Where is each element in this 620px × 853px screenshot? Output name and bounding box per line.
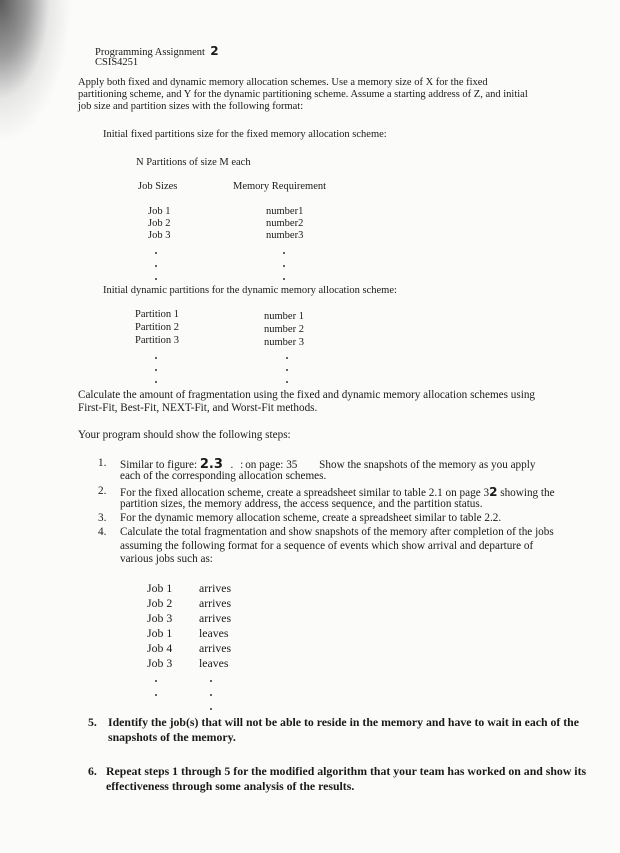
step-2-line-1: For the fixed allocation scheme, create a spreadsheet similar to table 2.1 on page 32 showing the [120, 485, 555, 499]
event-action-1: arrives [199, 581, 232, 595]
step-2-line-2: partition sizes, the memory address, the access sequence, and the partition status. [120, 498, 483, 510]
scan-shadow [0, 0, 70, 140]
step-5-line-1: Identify the job(s) that will not be able to reside in the memory and have to wait in each of the [108, 715, 579, 729]
step-1-line-2: each of the corresponding allocation schemes. [120, 470, 327, 482]
step-3-number: 3. [98, 512, 107, 524]
col-job-sizes: Job Sizes [138, 181, 178, 192]
ellipsis-dot [210, 708, 212, 710]
step-6-line-1: Repeat steps 1 through 5 for the modified algorithm that your team has worked on and show its [106, 764, 587, 778]
ellipsis-dot [155, 265, 157, 267]
ellipsis-dot [155, 357, 157, 359]
ellipsis-dot [286, 357, 288, 359]
figure-number: 2.3 [199, 457, 223, 472]
ellipsis-dot [286, 369, 288, 371]
fixed-job-2: Job 2 [148, 218, 171, 229]
step-6-number: 6. [88, 764, 97, 778]
fixed-mem-2: number2 [266, 218, 304, 229]
assignment-title: Programming Assignment 2 [95, 44, 219, 58]
dyn-num-3: number 3 [264, 337, 304, 348]
fixed-subheading: N Partitions of size M each [136, 157, 251, 168]
step-4-line-2: assuming the following format for a sequence of events which show arrival and departure of [120, 540, 534, 552]
col-memory-requirement: Memory Requirement [233, 181, 327, 192]
step-5-line-2: snapshots of the memory. [108, 730, 236, 744]
event-job-1: Job 1 [147, 581, 173, 595]
ellipsis-dot [155, 680, 157, 682]
dyn-part-3: Partition 3 [135, 335, 180, 346]
ellipsis-dot [155, 369, 157, 371]
step-1-line-1: Similar to figure: 2.3 . :on page: 35 Show the snapshots of the memory as you apply [120, 457, 536, 472]
dyn-part-2: Partition 2 [135, 322, 180, 333]
intro-line-2: partitioning scheme, and Y for the dynamic partitioning scheme. Assume a starting address of Z, and initial [78, 89, 528, 100]
event-job-4: Job 1 [147, 626, 173, 640]
ellipsis-dot [283, 252, 285, 254]
event-action-4: leaves [199, 626, 229, 640]
step-2-number: 2. [98, 485, 107, 497]
ellipsis-dot [283, 265, 285, 267]
step-3-text: For the dynamic memory allocation scheme, create a spreadsheet similar to table 2.2. [120, 512, 502, 524]
ellipsis-dot [155, 252, 157, 254]
steps-intro: Your program should show the following steps: [78, 429, 291, 441]
course-code: CSIS4251 [95, 57, 139, 68]
step-4-number: 4. [98, 526, 107, 538]
step-5-number: 5. [88, 715, 97, 729]
step-6-line-2: effectiveness through some analysis of the results. [106, 779, 355, 793]
ellipsis-dot [210, 694, 212, 696]
event-action-6: leaves [199, 656, 229, 670]
event-action-3: arrives [199, 611, 232, 625]
ellipsis-dot [286, 381, 288, 383]
dyn-num-1: number 1 [264, 311, 304, 322]
event-job-3: Job 3 [147, 611, 173, 625]
fixed-job-1: Job 1 [148, 206, 171, 217]
event-job-6: Job 3 [147, 656, 173, 670]
ellipsis-dot [155, 381, 157, 383]
fixed-mem-1: number1 [266, 206, 304, 217]
calc-line-2: First-Fit, Best-Fit, NEXT-Fit, and Worst-Fit methods. [78, 402, 318, 414]
step-1-number: 1. [98, 457, 107, 469]
event-job-5: Job 4 [147, 641, 173, 655]
ellipsis-dot [283, 278, 285, 280]
ellipsis-dot [155, 278, 157, 280]
fixed-mem-3: number3 [266, 230, 304, 241]
step-4-line-1: Calculate the total fragmentation and show snapshots of the memory after completion of the jobs [120, 526, 554, 538]
step-4-line-3: various jobs such as: [120, 553, 213, 565]
dynamic-heading: Initial dynamic partitions for the dynamic memory allocation scheme: [103, 285, 397, 296]
ellipsis-dot [155, 694, 157, 696]
event-action-5: arrives [199, 641, 232, 655]
fixed-job-3: Job 3 [148, 230, 171, 241]
fixed-heading: Initial fixed partitions size for the fixed memory allocation scheme: [103, 129, 387, 140]
intro-line-3: job size and partition sizes with the following format: [78, 101, 304, 112]
dyn-num-2: number 2 [264, 324, 304, 335]
dyn-part-1: Partition 1 [135, 309, 180, 320]
intro-line-1: Apply both fixed and dynamic memory allocation schemes. Use a memory size of X for the fixed [78, 77, 488, 88]
page-number: 35 [286, 459, 298, 471]
assignment-number: 2 [210, 44, 219, 58]
ellipsis-dot [210, 680, 212, 682]
handwritten-page-digit: 2 [489, 485, 498, 499]
event-job-2: Job 2 [147, 596, 173, 610]
event-action-2: arrives [199, 596, 232, 610]
calc-line-1: Calculate the amount of fragmentation using the fixed and dynamic memory allocation schemes using [78, 389, 536, 401]
